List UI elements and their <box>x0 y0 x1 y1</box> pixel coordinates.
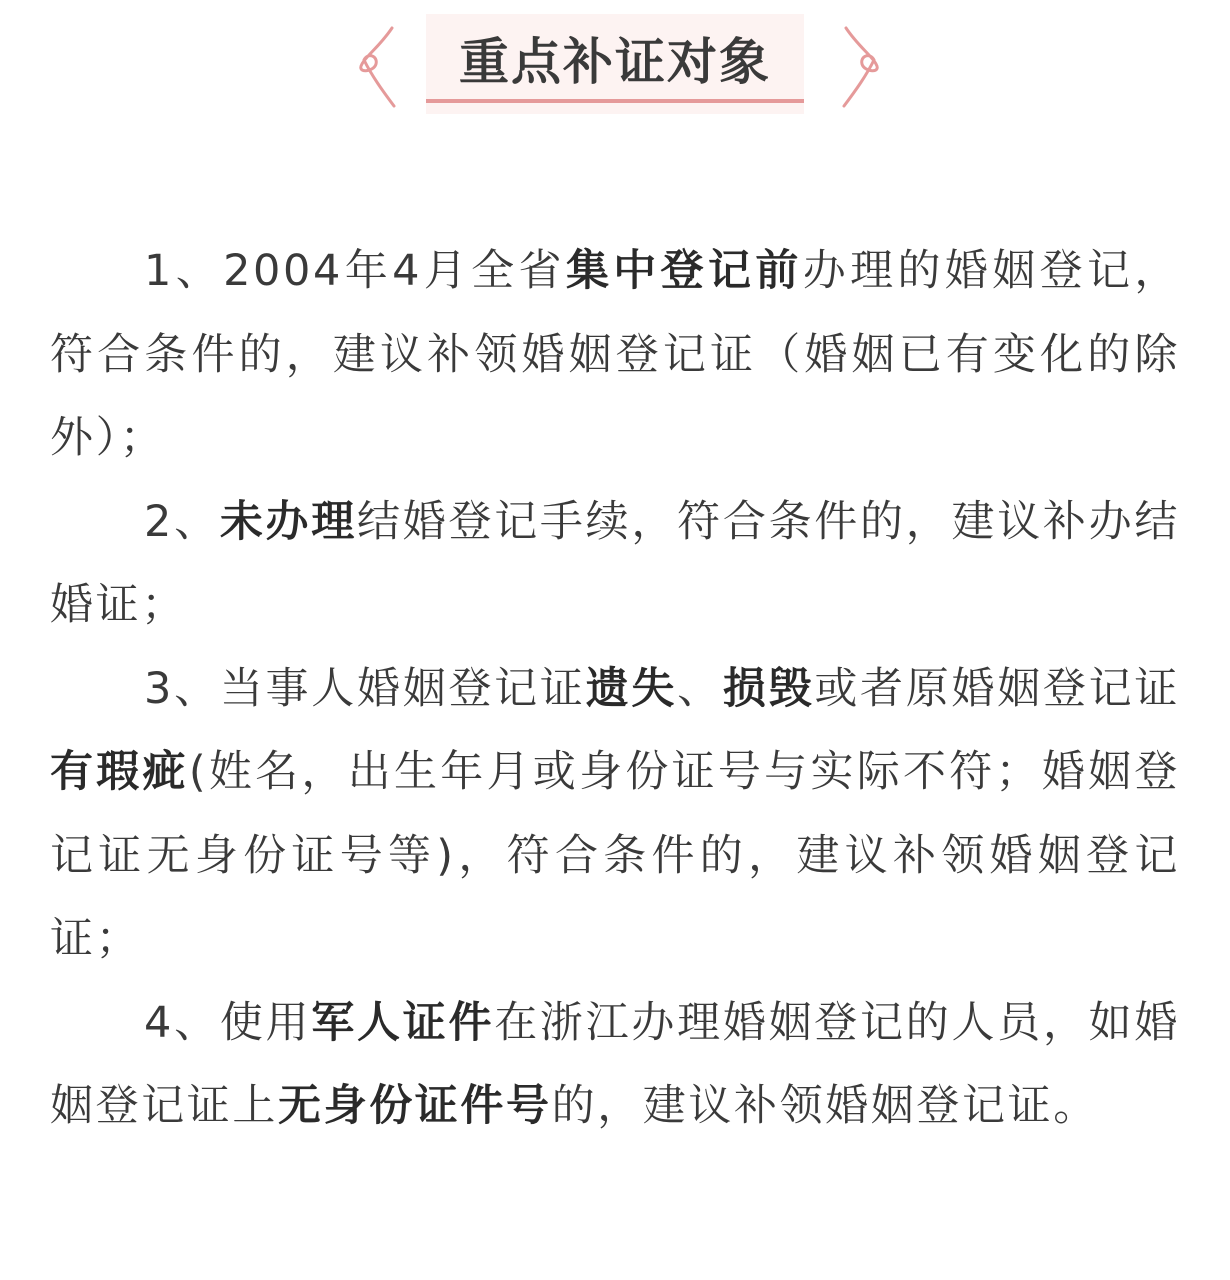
list-item-2 <box>50 481 1180 648</box>
content-body <box>50 230 1180 1149</box>
item-text: 4、使用 <box>144 997 312 1048</box>
item-emphasis: 损毁 <box>722 663 815 714</box>
ribbon-ornament-left-icon <box>352 26 408 110</box>
title-block <box>0 0 1230 140</box>
item-text: 2、 <box>144 496 220 547</box>
item-emphasis: 军人证件 <box>311 997 495 1048</box>
item-text: 在浙江办理婚姻登记的人员，如婚姻登记证上 <box>50 997 1181 1131</box>
item-emphasis: 未办理 <box>219 496 358 547</box>
item-emphasis: 集中登记前 <box>565 246 803 296</box>
item-text: 3、当事人婚姻登记证 <box>144 663 586 714</box>
item-emphasis: 有瑕疵 <box>50 747 189 797</box>
item-emphasis: 遗失 <box>585 663 678 714</box>
item-text: 结婚登记手续，符合条件的，建议补办结婚证； <box>50 496 1180 630</box>
item-text: (姓名，出生年月或身份证号与实际不符；婚姻登记证无身份证号等)，符合条件的，建议补领婚姻登记证； <box>50 747 1180 964</box>
list-item-4 <box>50 982 1180 1149</box>
item-text: 的，建议补领婚姻登记证。 <box>551 1081 1099 1131</box>
item-emphasis: 无身份证件号 <box>278 1081 552 1131</box>
title-underline <box>426 99 804 103</box>
item-text: 办理的婚姻登记，符合条件的，建议补领婚姻登记证（婚姻已有变化的除外）； <box>50 246 1180 463</box>
page-title: 重点补证对象 <box>459 33 771 91</box>
item-text: 1、2004年4月全省 <box>144 246 566 296</box>
list-item-3 <box>50 648 1180 982</box>
item-text: 、 <box>677 663 723 714</box>
ribbon-ornament-right-icon <box>830 26 886 110</box>
item-text: 或者原婚姻登记证 <box>814 663 1181 714</box>
list-item-1 <box>50 230 1180 481</box>
